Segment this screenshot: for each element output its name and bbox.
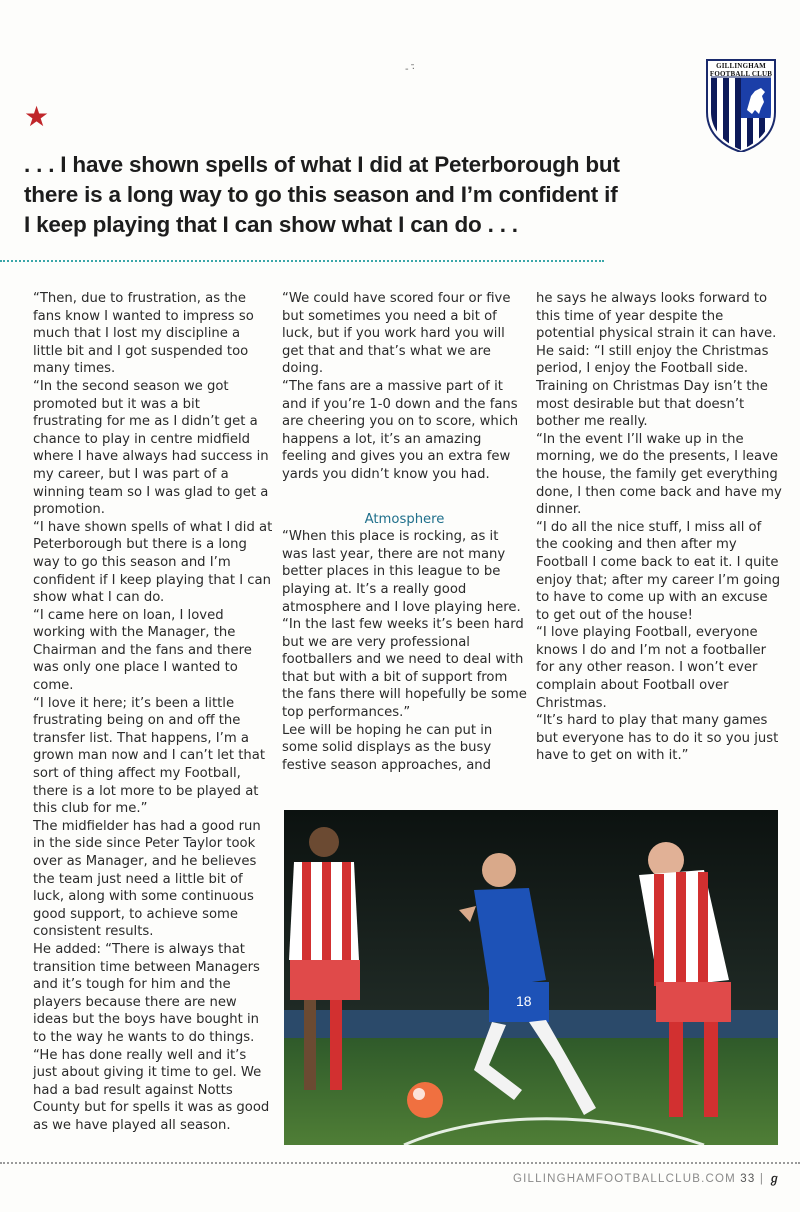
paragraph: “He has done really well and it’s just about giving it time to gel. We had a bad result against Notts County but for spells it was as good as we have played all season.	[33, 1047, 270, 1133]
article-column-3	[536, 290, 784, 765]
paragraph: “I love playing Football, everyone knows I do and I’m not a footballer for any other reason. I won’t ever complain about Football over Christmas.	[536, 625, 767, 711]
divider-bottom	[0, 1162, 800, 1164]
paragraph: “I love it here; it’s been a little frustrating being on and off the transfer list. That happens, I’m a grown man now and I can’t let that sort of thing affect my Football, there is a lot more to be played at this club for me.”	[33, 695, 266, 817]
paragraph: “In the second season we got promoted but it was a bit frustrating for me as I didn’t get a chance to play in centre midfield where I have always had success in my career, but I was part of a winning team so I was glad to get a promotion.	[33, 378, 269, 518]
star-icon: ★	[24, 100, 50, 133]
divider-top	[0, 260, 604, 262]
paragraph: “In the last few weeks it’s been hard but we are very professional footballers and we need to deal with that but with a bit of support from the fans there will hopefully be some top performances.”	[282, 617, 527, 721]
match-photo	[284, 810, 778, 1145]
paragraph: “We could have scored four or five but sometimes you need a bit of luck, but if you work hard you will get that and that’s what we are doing.	[282, 291, 511, 377]
paragraph: “I do all the nice stuff, I miss all of the cooking and then after my Football I come back to eat it. I quite enjoy that; after my career I’m going to have to come up with an excuse to get out of the house!	[536, 519, 781, 623]
paragraph: “It’s hard to play that many games but everyone has to do it so you just have to get on with it.”	[536, 713, 779, 764]
pull-quote: . . . I have shown spells of what I did at Peterborough but there is a long way to go this season and I’m confident if I keep playing that I can show what I can do . . .	[24, 152, 620, 237]
paragraph: “I came here on loan, I loved working with the Manager, the Chairman and the fans and there was only one place I wanted to come.	[33, 607, 252, 694]
club-crest	[705, 58, 777, 152]
paragraph: “Then, due to frustration, as the fans know I wanted to impress so much that I lost my discipline a little bit and I got suspended too many times.	[33, 291, 254, 377]
magazine-logo-icon: ℊ	[768, 1173, 780, 1185]
paragraph: “When this place is rocking, as it was last year, there are not many better places in this league to be playing at. It’s a really good atmosphere and I love playing here.	[282, 529, 521, 615]
printing-mark: - ·̄	[405, 64, 415, 75]
page-footer	[513, 1170, 780, 1186]
article-column-2	[282, 290, 527, 774]
footer-site: GILLINGHAMFOOTBALLCLUB.COM	[512, 1173, 736, 1185]
crest-label-line2: FOOTBALL CLUB	[709, 70, 773, 78]
paragraph: he says he always looks forward to this time of year despite the potential physical strain it can have.	[536, 291, 777, 342]
ball	[407, 1082, 443, 1118]
paragraph: “I have shown spells of what I did at Peterborough but there is a long way to go this season and I’m confident if I keep playing that I can show what I can do.	[33, 519, 273, 606]
shirt-number: 18	[516, 993, 532, 1009]
section-heading: Atmosphere	[364, 511, 445, 527]
paragraph: He added: “There is always that transition time between Managers and it’s tough for him and the players because there are new ideas but the boys have bought in to the way he wants to do things.	[33, 941, 260, 1045]
paragraph: The midfielder has had a good run in the side since Peter Taylor took over as Manager, and he believes the team just need a little bit of luck, along with some continuous good support, to achieve some consistent results.	[33, 818, 261, 940]
spacer	[282, 484, 527, 501]
football-match-illustration	[284, 810, 778, 1145]
page-number: 33	[740, 1173, 756, 1185]
crest-label-line1: GILLINGHAM	[716, 62, 766, 70]
article-column-1	[33, 290, 273, 1135]
paragraph: “In the event I’ll wake up in the morning, we do the presents, I leave the house, the family get everything done, I then come back and have my dinner.	[536, 431, 782, 518]
footer-separator: |	[759, 1173, 765, 1185]
paragraph: He said: “I still enjoy the Christmas period, I enjoy the Football side. Training on Christmas Day isn’t the most desirable but that doesn’t bother me really.	[536, 343, 769, 430]
paragraph: Lee will be hoping he can put in some solid displays as the busy festive season approaches, and	[282, 722, 493, 773]
paragraph: “The fans are a massive part of it and if you’re 1-0 down and the fans are cheering you on to score, which happens a lot, it’s an amazing feeling and gives you an extra few yards you didn’t know you had.	[282, 378, 519, 482]
